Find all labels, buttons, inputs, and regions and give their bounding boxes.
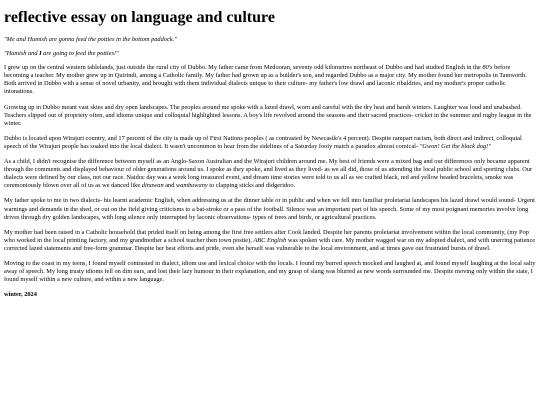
corrected-quote — [4, 50, 536, 58]
paragraph-1 — [4, 64, 536, 96]
quote2-start: "Hamish and — [4, 50, 40, 58]
page-title: reflective essay on language and culture — [4, 9, 275, 26]
paragraph-6 — [4, 229, 536, 253]
p6-emphasis: ABC English — [253, 236, 287, 244]
p6-text-a: My mother had been raised in a Catholic household that prided itself on being among the first free settlers after Cook landed. Despite her parents proletariat involvement within the local community, (my Pop who worked in the local printing factory, and my grandmother a school teacher then town postie), — [4, 228, 529, 244]
p6-text-b: was spoken with care. My mother wagged war on my adopted dialect, and with unerring patience corrected lazed statements and free-form grammar. Despite her best efforts and pride, even she herself was vulnerable to the local environment, and at times gave out frustrated bursts of drawl. — [4, 236, 536, 252]
quote2-emphasis: I — [39, 50, 42, 58]
paragraph-4 — [4, 158, 536, 190]
paragraph-2: Growing up in Dubbo meant vast skies and dry open landscapes. The peoples around me spoke with a lazed drawl, worn and careful with the dry heat and harsh winters. Laughter was loud and unabashed. Teachers slipped out of propriety often, and idioms unique and colloquial highlighted lessons. A boy's life revolved around the seasons and their sacred practices- cricket in the summer and rugby league in the winter. — [4, 103, 532, 127]
p4-text-b: to clapping sticks and didgeridoo. — [207, 182, 296, 190]
p4-word-wambuwany: wambuwany — [175, 182, 208, 190]
p4-word-dinawan: dinawan — [141, 182, 164, 190]
date-footer: winter, 2024 — [4, 291, 37, 299]
p4-text-a: As a child, I didn't recognise the difference between myself as an Anglo-Saxon Australian and the Wirajuri children around me. My best of friends were a mixed bag and our differences only became apparent through the comments and displayed behaviour of older generations around us. I spoke as they spoke, and lived as they lived- as we all did, those of us attending the local public school and sporting clubs. Our dialects were defined by our class, not our race. Naidoc day was a week long treasured event, and dream time stories were told to us all as we crafted black, red and yellow beaded bracelets, smoke was ceremoniously blown over all of us as we danced like — [4, 158, 533, 190]
paragraph-3 — [4, 135, 536, 151]
p3-text: Dubbo is located upon Wirajuri country, and 17 percent of the city is made up of First Nations peoples ( as contrasted by Newcastle's 4 percent). Despite rampart racism, both direct and indirect, colloquial speech of the Wirajuri people has soaked into the local dialect. It wasn't uncommon to hear from the sidelines of a Saturday footy match a paradox almost comical- — [4, 134, 522, 150]
p1-text-b: before becoming a teacher. My mother grew up in Quirindi, among a Catholic family. My father had grown up as a builder's son, and regarded Dubbo as a major city. My mother found her metropolis in Tamworth. Both arrived in Dubbo with a sense of novel urbanity, and brought with them individual dialects unique to their culture- my father's low drawl and laconic ribaldries, and my mother's proper catholic intonations. — [4, 64, 527, 96]
p1-text-a: I grew up on the central western tablelands, just outside the rural city of Dubbo. My father came from Medooran, seventy odd kilometres northeast of Dubbo and had studied English in the — [4, 64, 483, 72]
p1-emphasis: 80's — [482, 64, 493, 72]
paragraph-5: My father spoke to me in two dialects- his learnt academic English, when addressing us at the dinner table or in public and when we fell into familiar proletariat landscapes his lazed drawl would sound- Urgent warnings and demands in the shed, or out on the field giving criticisms to a bat-stroke or a pass of the football. Silence was an important part of his speech. Some of my most poignant memories involve long drives through dry golden landscapes, with long silence only interrupted by laconic observations- types of trees and birds, or agricultural practices. — [4, 197, 535, 221]
paragraph-7: Moving to the coast in my teens, I found myself contrasted in dialect, idiom use and lexical choice with the locals. I found my burred speech mocked and laughed at, and found myself laughing at the local salty away of speech. My long trusty idioms fell on dim ears, and lost their lazy humour in their explanation, and my grasp of slang was blurred as new words surrounded me. Despite moving only within the state, I found myself within a new culture, and within a new language. — [4, 259, 536, 284]
p4-and: and — [163, 182, 176, 190]
opening-quote: "Me and Hamish are gonna feed the potties in the bottom paddock." — [4, 36, 177, 43]
p3-quote: "Gwon! Get the black dog!" — [419, 142, 491, 150]
quote2-end: are going to feed the potties!" — [41, 50, 119, 58]
